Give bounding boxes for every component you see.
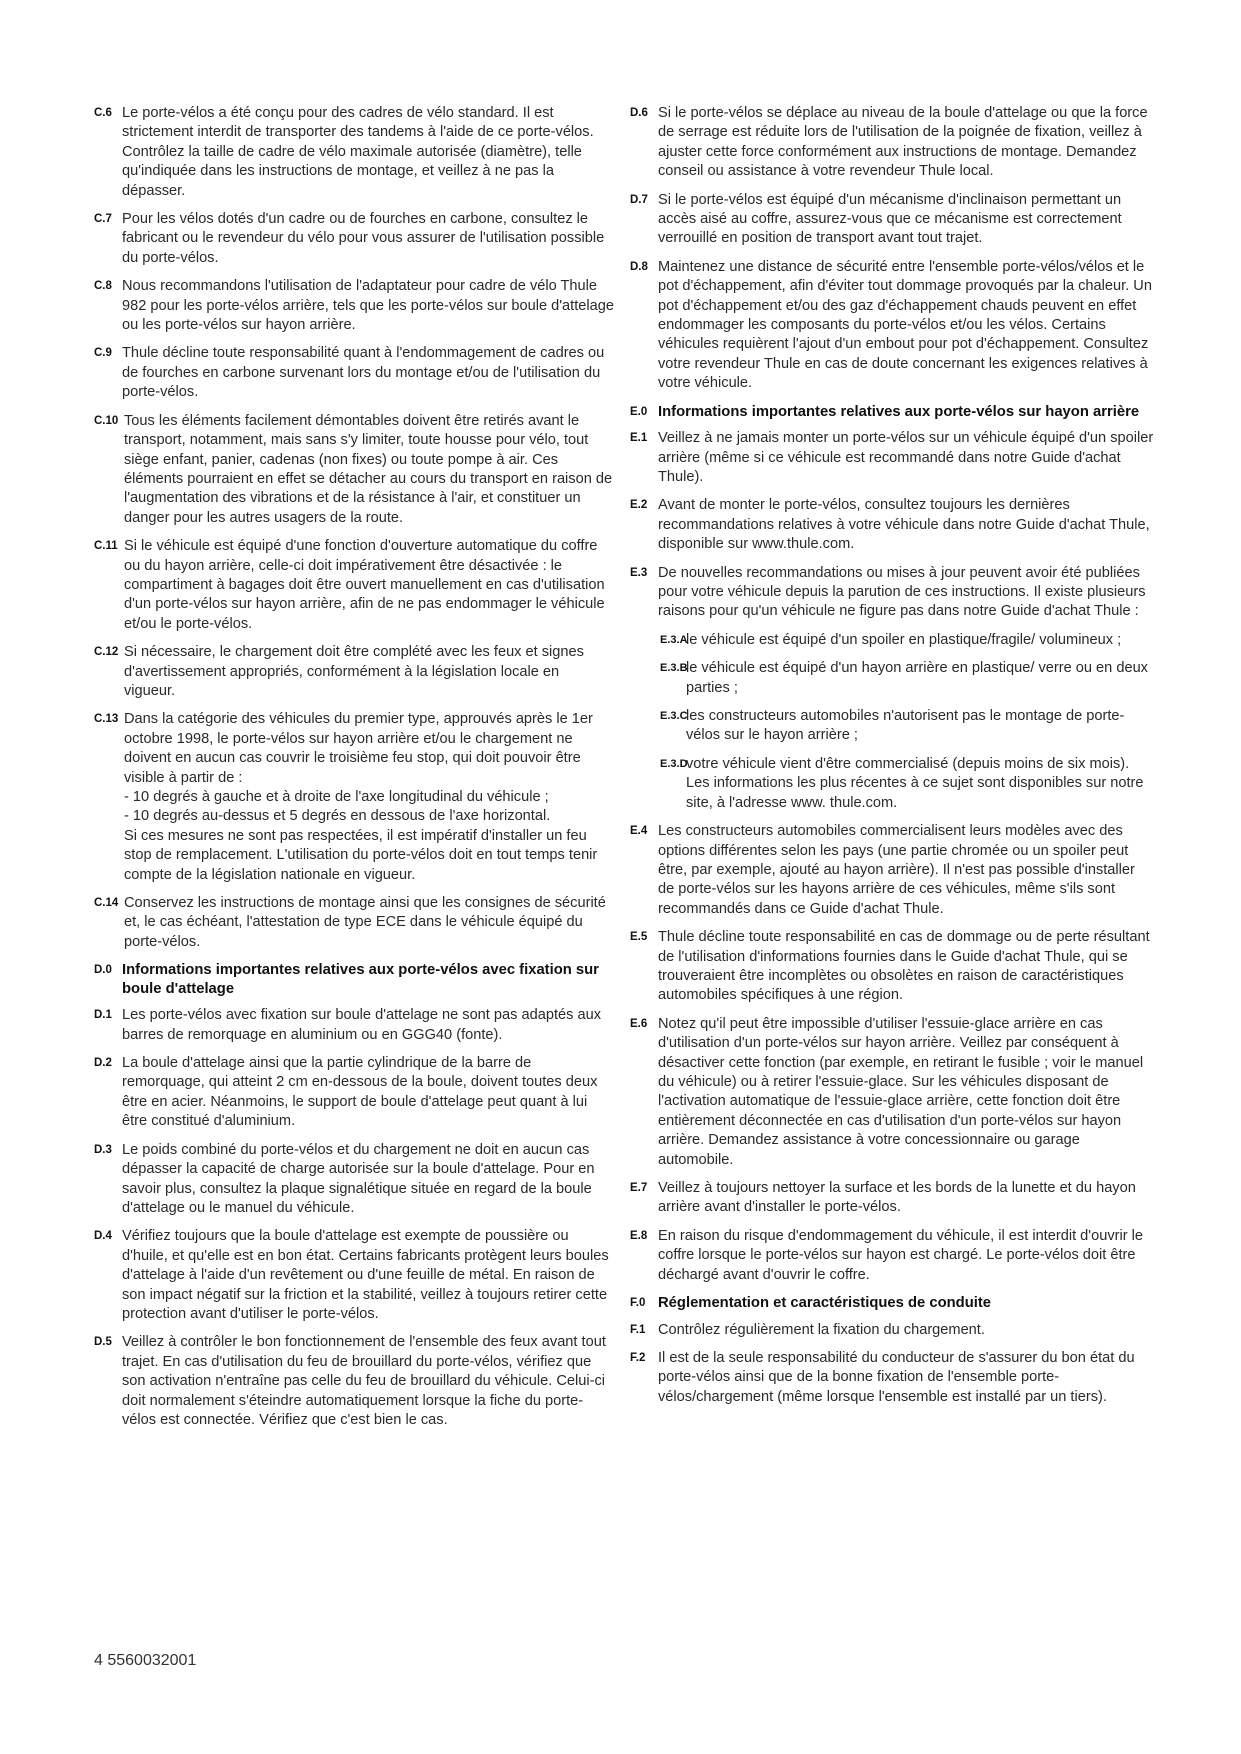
item-code: E.1 [630,432,648,445]
page-footer [94,1652,196,1670]
item-code: D.8 [630,260,648,273]
bullet-point: - 10 degrés au-dessus et 5 degrés en dessous de l'axe horizontal. [124,808,551,825]
list-item-e-5 [630,928,1155,1006]
item-text: Thule décline toute responsabilité en cas de dommage ou de perte résultant de l'utilisation d'informations fournies dans le Guide d'achat Thule, qui se trouveraient être incomplètes ou obsolètes en raison de caractéristiques automobiles spécifiques à une région. [658,929,1150,1004]
item-code: E.8 [630,1229,648,1242]
item-text: Le porte-vélos a été conçu pour des cadres de vélo standard. Il est strictement interdit de transporter des tandems à l'aide de ce porte-vélos. Contrôlez la taille de cadre de vélo maximale autorisée (diamètre), telle qu'indiquée dans les instructions de montage, et veillez à ne pas la dépasser. [122,105,594,199]
list-item-c-6 [94,104,614,201]
sub-item-e-3-c [660,707,1155,746]
list-item-e-8 [630,1227,1155,1285]
item-text: Conservez les instructions de montage ainsi que les consignes de sécurité et, le cas échéant, l'attestation de type ECE dans le véhicule équipé du porte-vélos. [124,895,606,950]
item-code: E.3 [630,566,648,579]
item-text: le véhicule est équipé d'un hayon arrière en plastique/ verre ou en deux parties ; [686,660,1148,696]
list-item-d-4 [94,1227,614,1324]
item-code: C.6 [94,107,112,119]
item-text-after: Si ces mesures ne sont pas respectées, il est impératif d'installer un feu stop de remplacement. L'utilisation du porte-vélos doit en tout temps tenir compte de la législation nationale en vigueur. [124,827,598,883]
item-text: Si le porte-vélos est équipé d'un mécanisme d'inclinaison permettant un accès aisé au coffre, assurez-vous que ce mécanisme est correctement verrouillé en position de transport avant tout trajet. [658,191,1122,247]
item-code: C.13 [94,713,119,726]
item-code: E.3.B [660,662,688,675]
item-text: Si le porte-vélos se déplace au niveau de la boule d'attelage ou que la force de serrage est réduite lors de l'utilisation de la poignée de fixation, veillez à ajuster cette force conformément aux instructions de montage. Demandez conseil ou assistance à votre revendeur Thule local. [658,105,1148,180]
item-code: F.1 [630,1323,646,1336]
item-text: le véhicule est équipé d'un spoiler en plastique/fragile/ volumineux ; [686,631,1122,648]
item-code: C.14 [94,897,119,910]
item-text: De nouvelles recommandations ou mises à jour peuvent avoir été publiées pour votre véhicule depuis la parution de ces instructions. Il existe plusieurs raisons pour qu'un véhicule ne figure pas dans notre Guide d'achat Thule : [658,564,1146,620]
item-code: C.9 [94,347,112,360]
item-code: E.6 [630,1017,648,1030]
item-text: Si le véhicule est équipé d'une fonction d'ouverture automatique du coffre ou du hayon arrière, celle-ci doit impérativement être désactivée : le compartiment à bagages doit être ouvert manuellement en cas d'utilisation d'un porte-vélos sur hayon arrière, afin de ne pas endommager le véhicule et/ou le porte-vélos. [124,538,605,632]
heading-text: Informations importantes relatives aux porte-vélos sur hayon arrière [658,403,1140,420]
item-code: D.0 [94,964,112,977]
list-item-e-3 [630,564,1155,622]
item-code: C.10 [94,414,119,427]
list-item-c-14 [94,894,614,952]
item-code: C.11 [94,540,118,553]
list-item-e-2 [630,496,1155,554]
heading-text: Réglementation et caractéristiques de conduite [658,1295,992,1312]
item-text: Vérifiez toujours que la boule d'attelage est exempte de poussière ou d'huile, et qu'elle est en bon état. Certains fabricants protègent leurs boules d'attelage à l'aide d'un revêtement ou d'une feuille de métal. En raison de son impact négatif sur la friction et la stabilité, veillez à toujours retirer cette protection avant d'utiliser le porte-vélos. [122,1228,609,1322]
item-code: E.0 [630,405,648,418]
item-text: les constructeurs automobiles n'autorisent pas le montage de porte-vélos sur le hayon arrière ; [686,708,1125,744]
list-item-d-7 [630,191,1155,249]
item-text: Si nécessaire, le chargement doit être complété avec les feux et signes d'avertissement appropriés, conformément à la législation locale en vigueur. [124,644,584,699]
item-text: Les porte-vélos avec fixation sur boule d'attelage ne sont pas adaptés aux barres de remorquage en aluminium ou en GGG40 (fonte). [122,1007,602,1043]
item-text: Notez qu'il peut être impossible d'utiliser l'essuie-glace arrière en cas d'utilisation d'un porte-vélos sur hayon arrière. Veillez par conséquent à désactiver cette fonction (par exemple, en retirant le fusible ; voir le manuel du véhicule) ou à retirer l'essuie-glace. Sur les véhicules disposant de l'activation automatique de l'essuie-glace arrière, cette fonction doit être entièrement déconnectée en cas d'utilisation d'un porte-vélos sur hayon arrière. Demandez assistance à votre concessionnaire ou garage automobile. [658,1015,1144,1168]
list-item-d-8 [630,258,1155,394]
list-item-f-2 [630,1349,1155,1407]
item-code: E.3.D [660,757,688,770]
item-text: Veillez à ne jamais monter un porte-vélos sur un véhicule équipé d'un spoiler arrière (même si ce véhicule est recommandé dans notre Guide d'achat Thule). [658,430,1154,485]
item-code: C.8 [94,280,112,293]
item-code: E.5 [630,931,648,944]
item-code: C.7 [94,213,112,226]
item-text: La boule d'attelage ainsi que la partie cylindrique de la barre de remorquage, qui atteint 2 cm en-dessous de la boule, doivent toutes deux être en acier. Néanmoins, le support de boule d'attelage peut quant à lui être constitué d'aluminium. [122,1055,598,1130]
list-item-c-7 [94,210,614,268]
heading-text: Informations importantes relatives aux porte-vélos avec fixation sur boule d'attelage [122,962,599,997]
section-heading-f-0 [630,1294,1155,1313]
item-code: E.4 [630,825,648,838]
left-column [94,104,614,1439]
list-item-e-1 [630,429,1155,487]
page-number: 4 [94,1652,103,1669]
item-code: D.5 [94,1336,112,1349]
item-code: E.2 [630,499,648,512]
item-text: votre véhicule vient d'être commercialisé (depuis moins de six mois). Les informations les plus récentes à ce sujet sont disponibles sur notre site, à l'adresse www. thule.com. [686,755,1144,811]
item-text: Veillez à toujours nettoyer la surface et les bords de la lunette et du hayon arrière avant d'installer le porte-vélos. [658,1180,1136,1216]
list-item-c-13 [94,710,614,885]
bullet-point: - 10 degrés à gauche et à droite de l'axe longitudinal du véhicule ; [124,789,549,805]
item-text: Nous recommandons l'utilisation de l'adaptateur pour cadre de vélo Thule 982 pour les porte-vélos arrière, tels que les porte-vélos sur boule d'attelage ou les porte-vélos sur hayon arrière. [122,278,614,334]
item-code: E.3.C [660,710,688,723]
sub-item-e-3-d [660,755,1155,813]
list-item-d-6 [630,104,1155,182]
item-text: Le poids combiné du porte-vélos et du chargement ne doit en aucun cas dépasser la capacité de charge autorisée sur la boule d'attelage. Pour en savoir plus, consultez la plaque signalétique située en regard de la boule d'attelage ou le manuel du véhicule. [122,1141,595,1216]
item-text: Maintenez une distance de sécurité entre l'ensemble porte-vélos/vélos et le pot d'échappement, afin d'éviter tout dommage provoqués par la chaleur. Un pot d'échappement et/ou des gaz d'échappement chauds peuvent en effet endommager les composants du porte-vélos et/ou les vélos. Certains véhicules requièrent l'ajout d'un embout pour pot d'échappement. Consultez votre revendeur Thule en cas de doute concernant les exigences relatives à votre véhicule. [658,258,1152,392]
item-code: F.2 [630,1351,646,1364]
list-item-c-9 [94,344,614,402]
item-text: Contrôlez régulièrement la fixation du chargement. [658,1321,985,1338]
item-code: D.3 [94,1143,112,1156]
item-code: C.12 [94,646,119,659]
item-code: D.6 [630,107,648,119]
list-item-e-7 [630,1179,1155,1218]
section-heading-d-0 [94,961,614,998]
list-item-c-12 [94,643,614,701]
list-item-e-6 [630,1015,1155,1170]
item-code: D.2 [94,1057,112,1070]
list-item-f-1 [630,1321,1155,1340]
item-code: D.1 [94,1009,112,1022]
sub-item-e-3-b [660,659,1155,698]
item-code: E.3.A [660,633,688,646]
section-heading-e-0 [630,403,1155,422]
item-text: Veillez à contrôler le bon fonctionnement de l'ensemble des feux avant tout trajet. En cas d'utilisation du feu de brouillard du porte-vélos, vérifiez que son activation n'entraîne pas celle du feu de brouillard du véhicule. Celui-ci doit normalement s'éteindre automatiquement lorsque la fiche du porte-vélos est connectée. Vérifiez que c'est bien le cas. [122,1334,606,1428]
item-code: F.0 [630,1297,646,1310]
document-number: 5560032001 [107,1652,197,1669]
item-text: Dans la catégorie des véhicules du premier type, approuvés après le 1er octobre 1998, le porte-vélos sur hayon arrière et/ou le chargement ne doivent en aucun cas couvrir le troisième feu stop, qui doit pouvoir être visible à partir de : [124,711,593,786]
list-item-d-5 [94,1333,614,1430]
list-item-c-11 [94,537,614,634]
list-item-d-1 [94,1006,614,1045]
item-text: Les constructeurs automobiles commercialisent leurs modèles avec des options différentes selon les pays (une partie chromée ou un spoiler peut être, par exemple, ajouté au hayon arrière). Il n'est pas possible d'installer de porte-vélos sur les hayons arrière de ces véhicules, même s'ils sont recommandés dans ce Guide d'achat Thule. [658,823,1135,917]
list-item-d-3 [94,1141,614,1219]
item-text: En raison du risque d'endommagement du véhicule, il est interdit d'ouvrir le coffre lorsque le porte-vélos sur hayon est chargé. Le porte-vélos doit être déchargé avant d'ouvrir le coffre. [658,1227,1143,1283]
item-code: E.7 [630,1182,648,1194]
item-text: Avant de monter le porte-vélos, consultez toujours les dernières recommandations relatives à votre véhicule dans notre Guide d'achat Thule, disponible sur www.thule.com. [658,497,1150,553]
list-item-e-4 [630,822,1155,919]
item-text: Thule décline toute responsabilité quant à l'endommagement de cadres ou de fourches en carbone survenant lors du montage et/ou de l'utilisation du porte-vélos. [122,345,605,401]
item-code: D.4 [94,1230,112,1243]
list-item-d-2 [94,1054,614,1132]
item-text: Il est de la seule responsabilité du conducteur de s'assurer du bon état du porte-vélos ainsi que de la bonne fixation de l'ensemble porte-vélos/chargement (même lorsque l'ensemble est installé par un tiers). [658,1349,1135,1405]
list-item-c-8 [94,277,614,335]
item-code: D.7 [630,193,648,206]
item-text: Tous les éléments facilement démontables doivent être retirés avant le transport, notamment, mais sans s'y limiter, toute housse pour vélo, tout siège enfant, panier, cadenas (non fixes) ou toute pompe à air. Ces éléments pourraient en effet se détacher au cours du transport en raison de l'augmentation des vibrations et de la résistance à l'air, et constituer un danger pour les autres usagers de la route. [124,412,613,526]
sub-item-e-3-a [660,631,1155,650]
list-item-c-10 [94,412,614,528]
item-text: Pour les vélos dotés d'un cadre ou de fourches en carbone, consultez le fabricant ou le revendeur du vélo pour vous assurer de l'utilisation possible du porte-vélos. [122,211,605,266]
right-column [630,104,1155,1416]
